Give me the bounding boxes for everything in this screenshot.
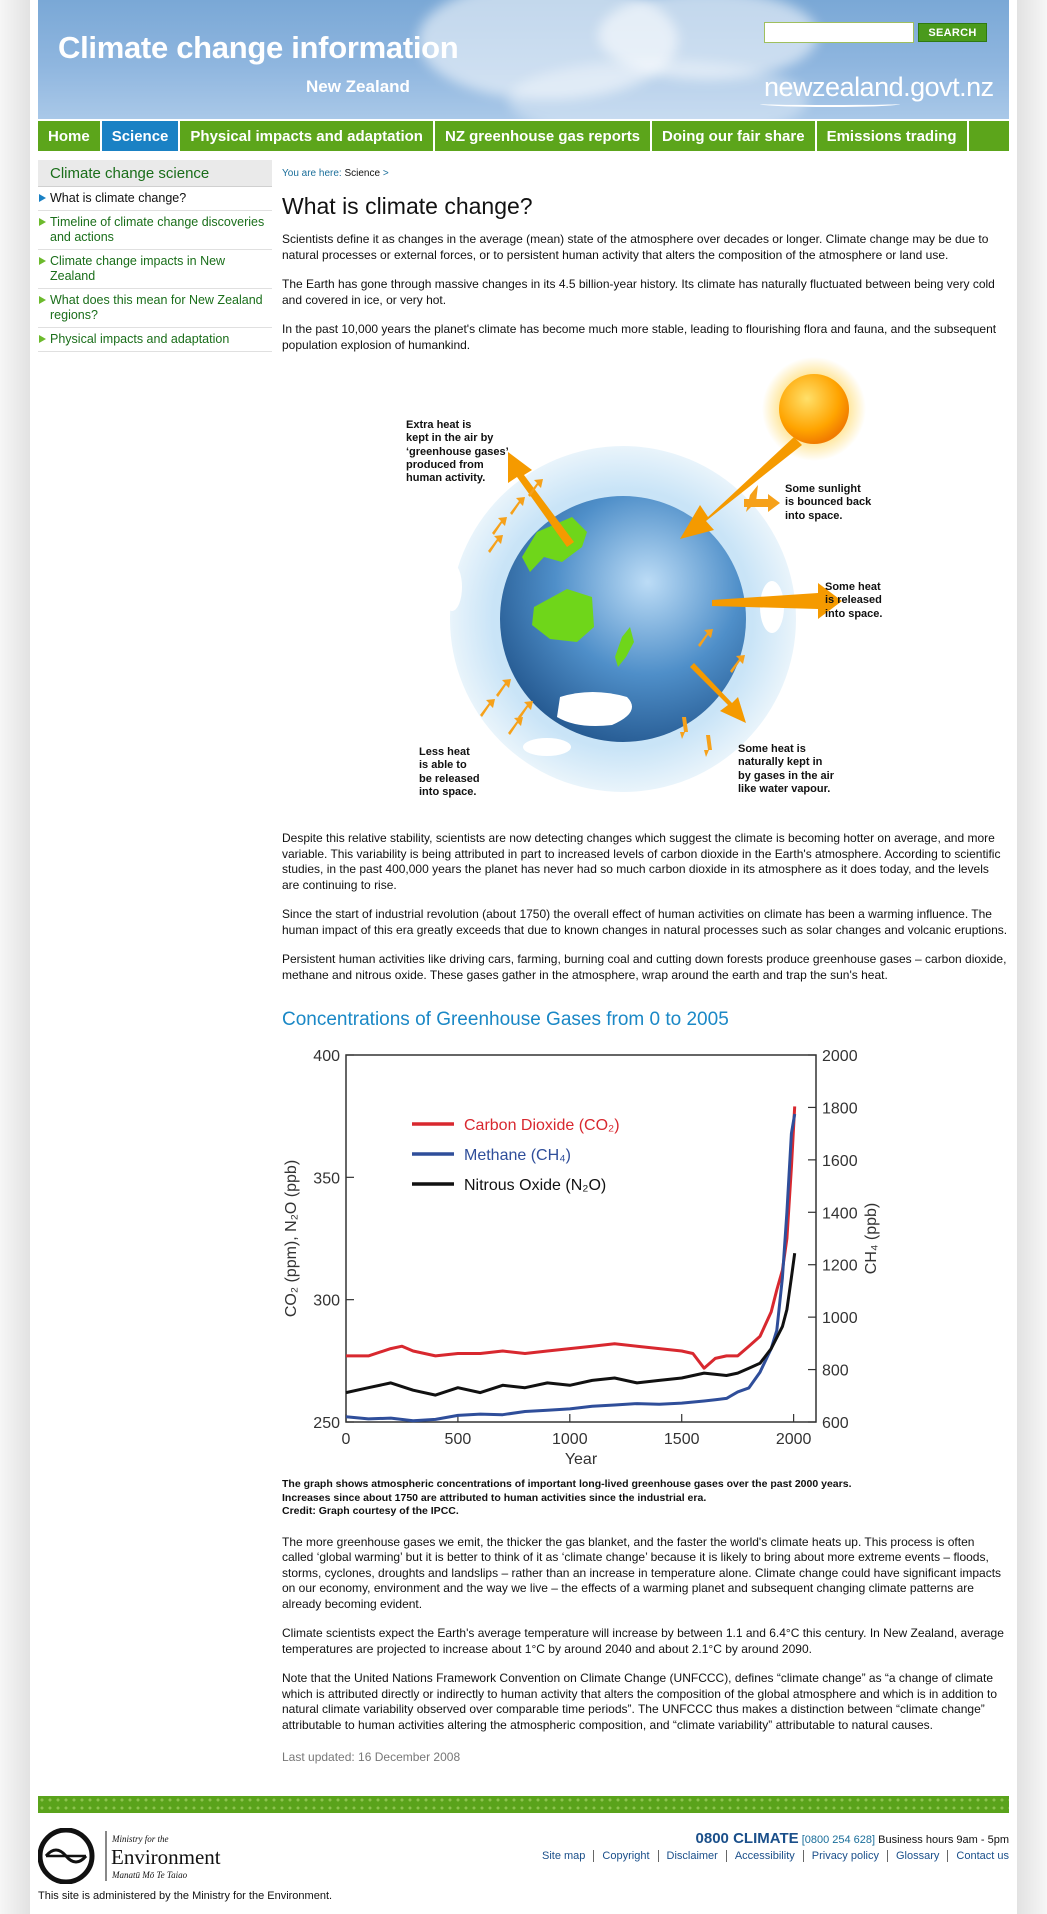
intro-paragraph: In the past 10,000 years the planet's climate has become much more stable, leading to flourishing flora and fauna, and the subsequent population explosion of humankind.: [282, 322, 997, 352]
label-line: be released: [419, 772, 480, 785]
search-input[interactable]: [764, 22, 914, 43]
main-content: [282, 160, 1009, 1764]
nav-home[interactable]: Home: [38, 121, 102, 151]
sidebar-heading[interactable]: Climate change science: [38, 160, 272, 187]
triangle-arrow-icon: [39, 218, 46, 226]
label-line: Extra heat is: [406, 419, 472, 431]
chart-plot-frame: [346, 1055, 816, 1422]
label-line: like water vapour.: [738, 782, 831, 795]
ministry-for-environment-logo[interactable]: [38, 1828, 278, 1884]
caption-line: The graph shows atmospheric concentrations of important long-lived greenhouse gases over the past 2000 years.: [282, 1478, 852, 1490]
label-line: kept in the air by: [406, 432, 494, 445]
breadcrumb-current[interactable]: Science: [344, 168, 381, 179]
greenhouse-gas-chart: [282, 1037, 1009, 1477]
label-line: by gases in the air: [738, 769, 834, 782]
last-updated: Last updated: 16 December 2008: [282, 1750, 461, 1764]
label-line: into space.: [785, 509, 843, 522]
x-tick-label: 1000: [552, 1431, 588, 1448]
footer-link-copyright[interactable]: Copyright: [593, 1850, 657, 1862]
x-tick-label: 2000: [775, 1431, 812, 1448]
y-left-tick-label: 400: [313, 1048, 340, 1065]
triangle-arrow-icon: [39, 194, 46, 202]
breadcrumb-separator: >: [382, 168, 389, 179]
sidebar-item-nz-regions[interactable]: [38, 289, 272, 328]
x-axis-label: Year: [564, 1451, 598, 1468]
label-line: is released: [825, 594, 882, 607]
main-nav: [38, 121, 1009, 151]
label-line: is able to: [419, 759, 467, 772]
chart-caption: [282, 1478, 1009, 1519]
label-line: ‘greenhouse gases’: [406, 445, 509, 458]
y-left-tick-label: 300: [313, 1292, 340, 1310]
series-line-2: [346, 1253, 795, 1395]
label-line: into space.: [825, 607, 883, 620]
sidebar-item-label: Physical impacts and adaptation: [50, 332, 230, 346]
site-header: [38, 0, 1009, 119]
site-title[interactable]: Climate change information: [58, 30, 459, 65]
nav-science[interactable]: Science: [102, 121, 181, 151]
y-left-tick-label: 350: [313, 1170, 340, 1188]
footer-link-glossary[interactable]: Glossary: [887, 1850, 947, 1862]
y-left-tick-label: 250: [313, 1415, 340, 1432]
label-line: Less heat: [419, 746, 470, 758]
chart-heading: Concentrations of Greenhouse Gases from 0 to 2005: [282, 1009, 729, 1030]
breadcrumb: [282, 168, 1009, 179]
nav-physical-impacts[interactable]: Physical impacts and adaptation: [180, 121, 435, 151]
body-paragraph: The more greenhouse gases we emit, the thicker the gas blanket, and the faster the world's climate heats up. This process is often called ‘global warming’ but it is better to think of it as ‘climate change’ because it is likely to bring about more extreme events – floods, storms, cyclones, droughts and landslips – rather than an increase in temperature alone. Climate change could have significant impacts on our economy, environment and the way we live – the effects of a warming planet and subsequent changing climate patterns are already becoming evident.: [282, 1534, 1002, 1611]
phone-number[interactable]: [0800 254 628]: [801, 1834, 876, 1846]
y-right-tick-label: 1200: [822, 1257, 858, 1275]
legend-label-1: Methane (CH₄): [464, 1147, 572, 1164]
y-left-axis-label: CO₂ (ppm), N₂O (ppb): [283, 1159, 300, 1318]
sidebar-item-what-is-climate-change[interactable]: [38, 187, 272, 211]
greenhouse-diagram-svg: [282, 357, 1009, 827]
intro-paragraph: The Earth has gone through massive changes in its 4.5 billion-year history. Its climate has naturally fluctuated between being very cold and covered in ice, or very hot.: [282, 277, 995, 307]
label-line: human activity.: [406, 472, 486, 485]
nav-emissions-trading[interactable]: Emissions trading: [817, 121, 969, 151]
label-less-heat: [419, 746, 480, 799]
sidebar-item-timeline[interactable]: [38, 211, 272, 250]
body-paragraph: Despite this relative stability, scientists are now detecting changes which suggest the climate is becoming hotter on average, and more variable. This variability is being attributed in part to increased levels of carbon dioxide in the Earth's atmosphere. According to scientific studies, in the past 400,000 years the planet has never had so much carbon dioxide in its atmosphere as it does today, and the levels are continuing to rise.: [282, 831, 1001, 892]
logo-text-big: Environment: [111, 1845, 221, 1869]
sidebar-item-label: Climate change impacts in New Zealand: [50, 254, 226, 283]
sidebar-item-label: What does this mean for New Zealand regions?: [50, 293, 263, 322]
footer-link-site-map[interactable]: Site map: [542, 1850, 586, 1862]
label-sunlight-bounced: [785, 483, 871, 523]
y-right-tick-label: 1800: [822, 1100, 858, 1118]
breadcrumb-prefix: You are here:: [282, 168, 342, 179]
footer-band: [38, 1796, 1009, 1813]
sidebar: [38, 160, 272, 352]
cloud-icon: [523, 738, 571, 756]
y-right-tick-label: 1600: [822, 1152, 858, 1170]
logo-text-small: Ministry for the: [112, 1834, 169, 1844]
label-heat-released: [825, 581, 882, 621]
sidebar-item-impacts-nz[interactable]: [38, 250, 272, 289]
y-right-tick-label: 1000: [822, 1310, 858, 1328]
y-right-tick-label: 800: [822, 1362, 849, 1380]
page-title: What is climate change?: [282, 193, 533, 219]
body-paragraph: Note that the United Nations Framework Convention on Climate Change (UNFCCC), defines “climate change” as “a change of climate which is attributed directly or indirectly to human activity that alters the composition of the global atmosphere and which is in addition to natural climate variability observed over comparable time periods”. The UNFCCC thus makes a distinction between “climate change” attributable to human activities altering the atmospheric composition, and “climate variability” attributable to natural causes.: [282, 1671, 998, 1732]
body-paragraph: Persistent human activities like driving cars, farming, burning coal and cutting down forests produce greenhouse gases – carbon dioxide, methane and nitrous oxide. These gases gather in the atmosphere, wrap around the earth and trap the sun's heat.: [282, 952, 1007, 982]
nav-fair-share[interactable]: Doing our fair share: [652, 121, 817, 151]
x-tick-label: 500: [444, 1431, 472, 1448]
label-line: Some heat is: [738, 743, 806, 755]
phone-title: 0800 CLIMATE: [695, 1830, 799, 1847]
sidebar-item-label: What is climate change?: [50, 191, 187, 205]
search-button[interactable]: SEARCH: [918, 23, 987, 42]
caption-line: Credit: Graph courtesy of the IPCC.: [282, 1505, 459, 1517]
contact-phone: [696, 1830, 1009, 1847]
label-kept-naturally: [738, 743, 834, 796]
page-shadow-right: [1017, 0, 1047, 1914]
footer-link-disclaimer[interactable]: Disclaimer: [658, 1850, 726, 1862]
sidebar-item-physical-impacts[interactable]: [38, 328, 272, 352]
page: [38, 0, 1009, 1914]
intro-paragraph: Scientists define it as changes in the average (mean) state of the atmosphere over decades or longer. Climate change may be due to natural processes or external forces, or to persistent human activity that alters the composition of the atmosphere or land use.: [282, 232, 989, 262]
label-line: naturally kept in: [738, 756, 823, 769]
nav-greenhouse-reports[interactable]: NZ greenhouse gas reports: [435, 121, 652, 151]
footer-links: [534, 1850, 1009, 1862]
footer-link-contact-us[interactable]: Contact us: [947, 1850, 1009, 1862]
y-right-tick-label: 2000: [822, 1048, 858, 1065]
footer-link-privacy-policy[interactable]: Privacy policy: [803, 1850, 887, 1862]
x-tick-label: 1500: [663, 1431, 700, 1448]
label-line: Some heat: [825, 581, 881, 593]
sun-icon: [779, 374, 849, 444]
triangle-arrow-icon: [39, 335, 46, 343]
label-line: Some sunlight: [785, 483, 861, 495]
label-line: produced from: [406, 458, 484, 471]
label-extra-heat: [406, 419, 509, 485]
y-right-tick-label: 600: [822, 1415, 849, 1432]
logo-text-maori: Manatū Mō Te Taiao: [112, 1870, 188, 1880]
caption-line: Increases since about 1750 are attributed to human activities since the industrial era.: [282, 1491, 707, 1504]
triangle-arrow-icon: [39, 296, 46, 304]
footer-link-accessibility[interactable]: Accessibility: [726, 1850, 803, 1862]
legend-label-0: Carbon Dioxide (CO₂): [464, 1117, 620, 1134]
y-right-axis-label: CH₄ (ppb): [863, 1202, 880, 1275]
page-shadow-left: [0, 0, 30, 1914]
series-line-0: [346, 1106, 795, 1368]
sidebar-item-label: Timeline of climate change discoveries and actions: [50, 215, 265, 244]
greenhouse-effect-diagram: [282, 357, 1009, 827]
x-tick-label: 0: [341, 1431, 351, 1448]
y-right-tick-label: 1400: [822, 1205, 858, 1223]
cloud-icon: [442, 563, 462, 611]
site-subtitle: New Zealand: [306, 77, 410, 96]
admin-notice: This site is administered by the Ministry for the Environment.: [38, 1890, 333, 1902]
legend-label-2: Nitrous Oxide (N₂O): [464, 1177, 607, 1194]
body-paragraph: Since the start of industrial revolution (about 1750) the overall effect of human activities on climate has been a warming influence. The human impact of this era greatly exceeds that due to known changes in natural processes such as solar changes and volcanic eruptions.: [282, 907, 1008, 937]
body-paragraph: Climate scientists expect the Earth's average temperature will increase by between 1.1 and 6.4°C this century. In New Zealand, average temperatures are projected to increase about 1°C by around 2040 and about 2.1°C by around 2090.: [282, 1626, 1004, 1656]
triangle-arrow-icon: [39, 257, 46, 265]
label-line: into space.: [419, 785, 477, 798]
nz-govt-logo[interactable]: newzealand.govt.nz: [764, 72, 994, 102]
label-line: is bounced back: [785, 496, 872, 509]
nz-govt-logo-swoosh: [760, 101, 900, 107]
phone-hours: Business hours 9am - 5pm: [878, 1834, 1009, 1846]
